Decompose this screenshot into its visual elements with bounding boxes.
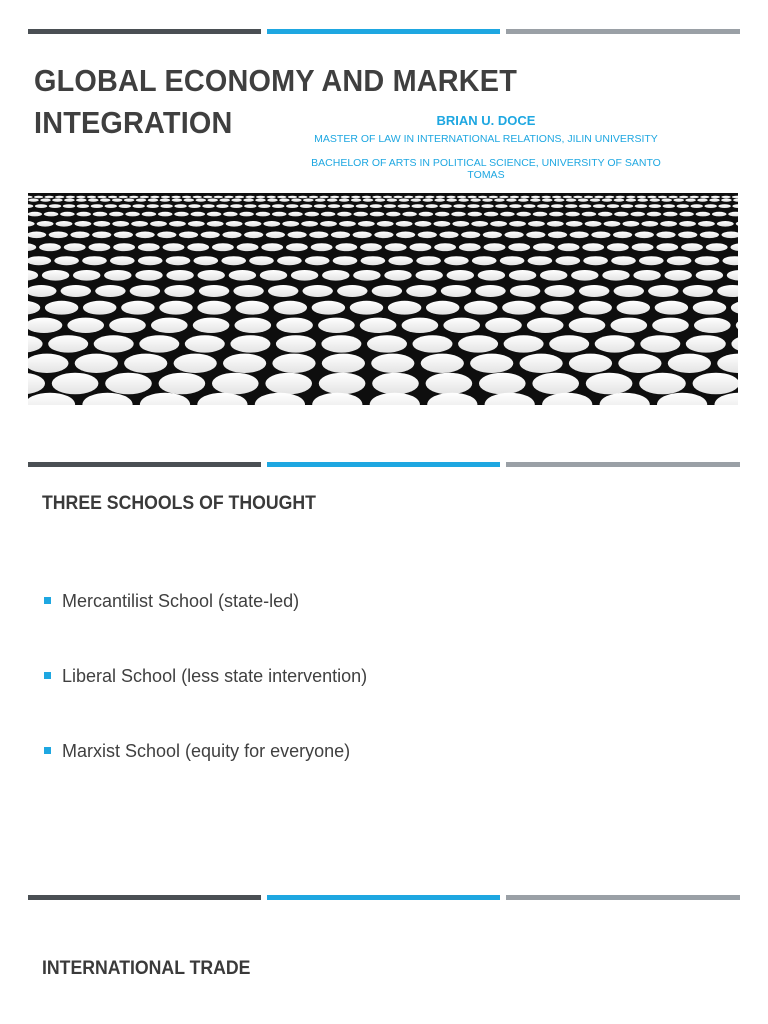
white-discs-image bbox=[28, 193, 738, 405]
accent-bar-blue-segment bbox=[267, 462, 500, 467]
slide3-accent-bar bbox=[28, 895, 740, 900]
schools-list bbox=[44, 588, 367, 813]
white-discs-pattern-graphic bbox=[28, 193, 738, 405]
bullet-text: Liberal School (less state intervention) bbox=[62, 666, 368, 686]
slide3-heading: INTERNATIONAL TRADE bbox=[42, 958, 251, 979]
accent-bar-blue-segment bbox=[267, 895, 500, 900]
accent-bar-dark-segment bbox=[28, 462, 261, 467]
slide2-heading: THREE SCHOOLS OF THOUGHT bbox=[42, 493, 316, 514]
author-name: BRIAN U. DOCE bbox=[436, 113, 536, 128]
list-item bbox=[44, 588, 367, 663]
bullet-text: Mercantilist School (state-led) bbox=[62, 591, 300, 611]
slide2-accent-bar bbox=[28, 462, 740, 467]
accent-bar-dark-segment bbox=[28, 29, 261, 34]
square-bullet-icon bbox=[44, 597, 51, 604]
accent-bar-gray-segment bbox=[506, 29, 740, 34]
list-item bbox=[44, 663, 367, 738]
list-item bbox=[44, 738, 367, 813]
square-bullet-icon bbox=[44, 672, 51, 679]
author-credential-arts: BACHELOR OF ARTS IN POLITICAL SCIENCE, UNIVERSITY OF SANTO TOMAS bbox=[311, 157, 661, 181]
bullet-text: Marxist School (equity for everyone) bbox=[62, 741, 351, 761]
accent-bar-dark-segment bbox=[28, 895, 261, 900]
slide1-title: GLOBAL ECONOMY AND MARKET INTEGRATION bbox=[34, 63, 518, 140]
square-bullet-icon bbox=[44, 747, 51, 754]
author-credential-law: MASTER OF LAW IN INTERNATIONAL RELATIONS, JILIN UNIVERSITY bbox=[314, 133, 658, 145]
slide1-accent-bar bbox=[28, 29, 740, 34]
accent-bar-gray-segment bbox=[506, 462, 740, 467]
accent-bar-gray-segment bbox=[506, 895, 740, 900]
accent-bar-blue-segment bbox=[267, 29, 500, 34]
